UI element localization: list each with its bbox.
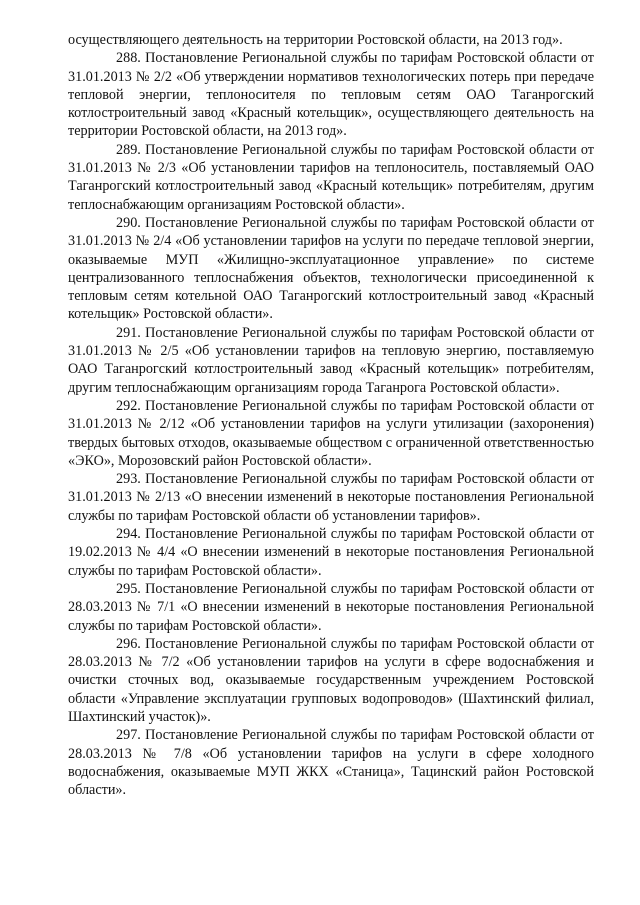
list-item-289 — [68, 141, 594, 214]
item-text: Постановление Региональной службы по тарифам Ростовской области от 31.01.2013 № 2/5 «Об установлении тарифов на тепловую энергию, поставляемую ОАО Таганрогский котлостроительный завод «Красный котельщик» потребителям, другим теплоснабжающим организациям города Таганрога Ростовской области». — [68, 324, 594, 396]
item-number: 288. — [116, 50, 141, 67]
item-text: Постановление Региональной службы по тарифам Ростовской области от 31.01.2013 № 2/12 «Об установлении тарифов на услуги утилизации (захоронения) твердых бытовых отходов, оказываемые обществом с ограниченной ответственностью «ЭКО», Морозовский район Ростовской области». — [68, 397, 594, 469]
item-text: Постановление Региональной службы по тарифам Ростовской области от 28.03.2013 № 7/8 «Об установлении тарифов на услуги в сфере холодного водоснабжения, оказываемые МУП ЖКХ «Станица», Тацинский район Ростовской области». — [68, 727, 594, 799]
item-number: 289. — [116, 141, 141, 158]
item-number: 293. — [116, 471, 141, 488]
item-number: 297. — [116, 727, 141, 744]
list-item-292 — [68, 397, 594, 470]
list-item-296 — [68, 635, 594, 726]
list-item-293 — [68, 470, 594, 525]
list-item-297 — [68, 726, 594, 799]
list-item-290 — [68, 214, 594, 324]
item-number: 296. — [116, 635, 141, 652]
item-text: Постановление Региональной службы по тарифам Ростовской области от 31.01.2013 № 2/3 «Об установлении тарифов на теплоноситель, поставляемый ОАО Таганрогский котлостроительный завод «Красный котельщик» потребителям, другим теплоснабжающим организациям Ростовской области». — [68, 141, 594, 213]
item-number: 292. — [116, 397, 141, 414]
item-text: Постановление Региональной службы по тарифам Ростовской области от 19.02.2013 № 4/4 «О внесении изменений в некоторые постановления Региональной службы по тарифам Ростовской области». — [68, 526, 594, 579]
item-number: 291. — [116, 324, 141, 341]
continuation-paragraph — [68, 31, 594, 49]
item-number: 295. — [116, 580, 141, 597]
document-page — [68, 31, 594, 799]
list-item-294 — [68, 525, 594, 580]
item-text: Постановление Региональной службы по тарифам Ростовской области от 31.01.2013 № 2/2 «Об утверждении нормативов технологических потерь при передаче тепловой энергии, теплоносителя по тепловым сетям ОАО Таганрогский котлостроительный завод «Красный котельщик», осуществляющего деятельность на территории Ростовской области, на 2013 год». — [68, 50, 594, 140]
continuation-text: осуществляющего деятельность на территории Ростовской области, на 2013 год». — [68, 32, 563, 48]
list-item-291 — [68, 324, 594, 397]
item-text: Постановление Региональной службы по тарифам Ростовской области от 28.03.2013 № 7/1 «О внесении изменений в некоторые постановления Региональной службы по тарифам Ростовской области». — [68, 580, 594, 634]
item-text: Постановление Региональной службы по тарифам Ростовской области от 31.01.2013 № 2/4 «Об установлении тарифов на услуги по передаче тепловой энергии, оказываемые МУП «Жилищно-эксплуатационное управление» по системе централизованного теплоснабжения объектов, технологически присоединенной к тепловым сетям котельной ОАО Таганрогский котлостроительный завод «Красный котельщик» Ростовской области». — [68, 214, 594, 323]
item-text: Постановление Региональной службы по тарифам Ростовской области от 31.01.2013 № 2/13 «О внесении изменений в некоторые постановления Региональной службы по тарифам Ростовской области об установлении тарифов». — [68, 471, 594, 524]
list-item-288 — [68, 49, 594, 140]
list-item-295 — [68, 580, 594, 635]
item-text: Постановление Региональной службы по тарифам Ростовской области от 28.03.2013 № 7/2 «Об установлении тарифов на услуги в сфере водоснабжения и очистки сточных вод, оказываемые государственным учреждением Ростовской области «Управление эксплуатации групповых водопроводов» (Шахтинский филиал, Шахтинский участок)». — [68, 635, 594, 725]
item-number: 290. — [116, 214, 141, 231]
item-number: 294. — [116, 526, 141, 543]
